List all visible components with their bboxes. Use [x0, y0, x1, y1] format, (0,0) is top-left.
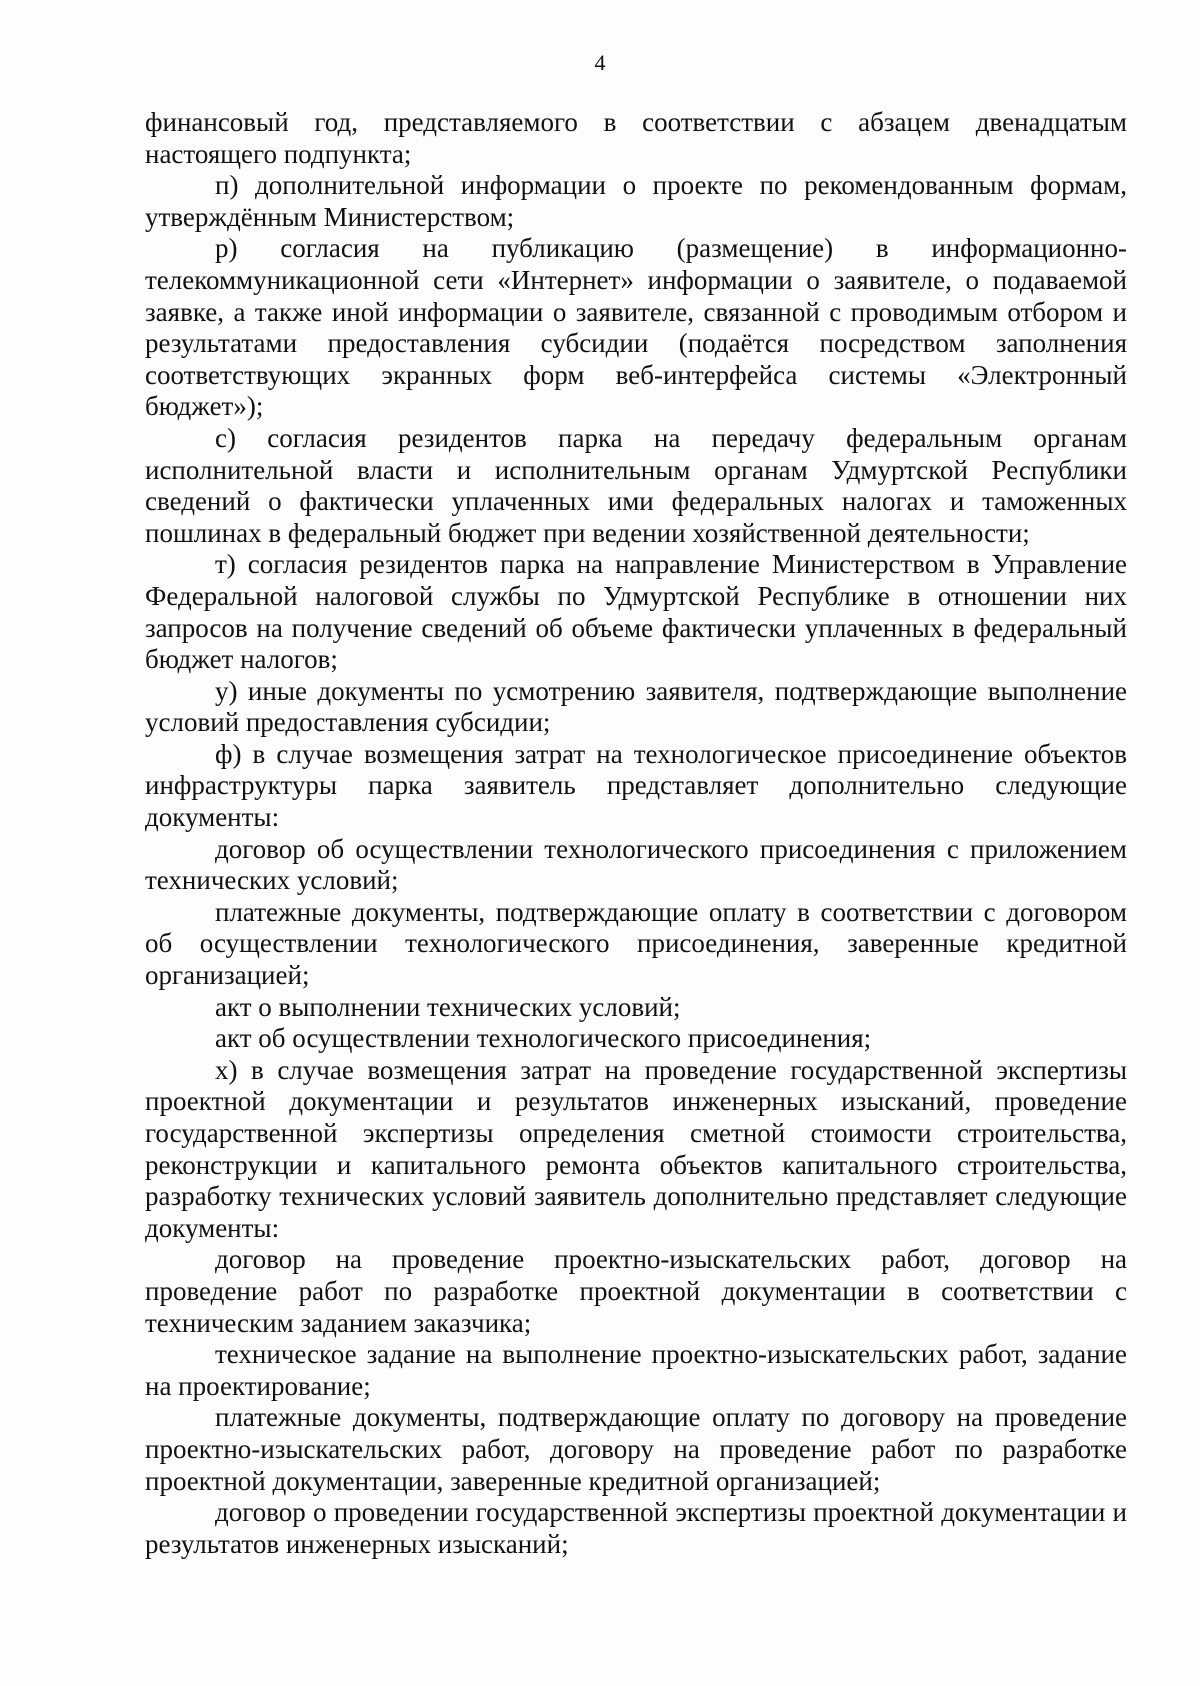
- paragraph: акт о выполнении технических условий;: [215, 991, 681, 1022]
- page-number: 4: [594, 50, 606, 75]
- paragraph: договор о проведении государственной экспертизы проектной документации и результатов инженерных изысканий;: [145, 1497, 1127, 1559]
- document-body: [145, 107, 1127, 1560]
- paragraph: х) в случае возмещения затрат на проведение государственной экспертизы проектной документации и результатов инженерных изысканий, проведение государственной экспертизы определения сметной стоимости строительства, реконструкции и капитального ремонта объектов капитального строительства, разработку технических условий заявитель дополнительно представляет следующие документы:: [145, 1054, 1127, 1243]
- paragraph: у) иные документы по усмотрению заявителя, подтверждающие выполнение условий предоставления субсидии;: [145, 675, 1127, 738]
- paragraph: договор на проведение проектно-изыскательских работ, договор на проведение работ по разработке проектной документации в соответствии с техническим заданием заказчика;: [145, 1244, 1127, 1338]
- paragraph: р) согласия на публикацию (размещение) в информационно-телекоммуникационной сети «Интернет» информации о заявителе, о подаваемой заявке, а также иной информации о заявителе, связанной с проводимым отбором и результатами предоставления субсидии (подаётся посредством заполнения соответствующих экранных форм веб-интерфейса системы «Электронный бюджет»);: [145, 233, 1127, 422]
- paragraph: договор об осуществлении технологического присоединения с приложением технических условий;: [145, 833, 1127, 896]
- paragraph: т) согласия резидентов парка на направление Министерством в Управление Федеральной налоговой службы по Удмуртской Республике в отношении них запросов на получение сведений об объеме фактически уплаченных в федеральный бюджет налогов;: [145, 549, 1127, 675]
- paragraph: п) дополнительной информации о проекте по рекомендованным формам, утверждённым Министерством;: [145, 170, 1127, 232]
- paragraph: акт об осуществлении технологического присоединения;: [215, 1023, 872, 1054]
- paragraph: платежные документы, подтверждающие оплату в соответствии с договором об осуществлении технологического присоединения, заверенные кредитной организацией;: [145, 896, 1127, 991]
- paragraph: платежные документы, подтверждающие оплату по договору на проведение проектно-изыскательских работ, договору на проведение работ по разработке проектной документации, заверенные кредитной организацией;: [145, 1402, 1127, 1496]
- paragraph: ф) в случае возмещения затрат на технологическое присоединение объектов инфраструктуры парка заявитель представляет дополнительно следующие документы:: [145, 738, 1127, 833]
- paragraph: с) согласия резидентов парка на передачу федеральным органам исполнительной власти и исполнительным органам Удмуртской Республики сведений о фактически уплаченных ими федеральных налогах и таможенных пошлинах в федеральный бюджет при ведении хозяйственной деятельности;: [145, 422, 1127, 548]
- paragraph: техническое задание на выполнение проектно-изыскательских работ, задание на проектирование;: [145, 1339, 1127, 1401]
- paragraph: финансовый год, представляемого в соответствии с абзацем двенадцатым настоящего подпункта;: [145, 107, 1127, 169]
